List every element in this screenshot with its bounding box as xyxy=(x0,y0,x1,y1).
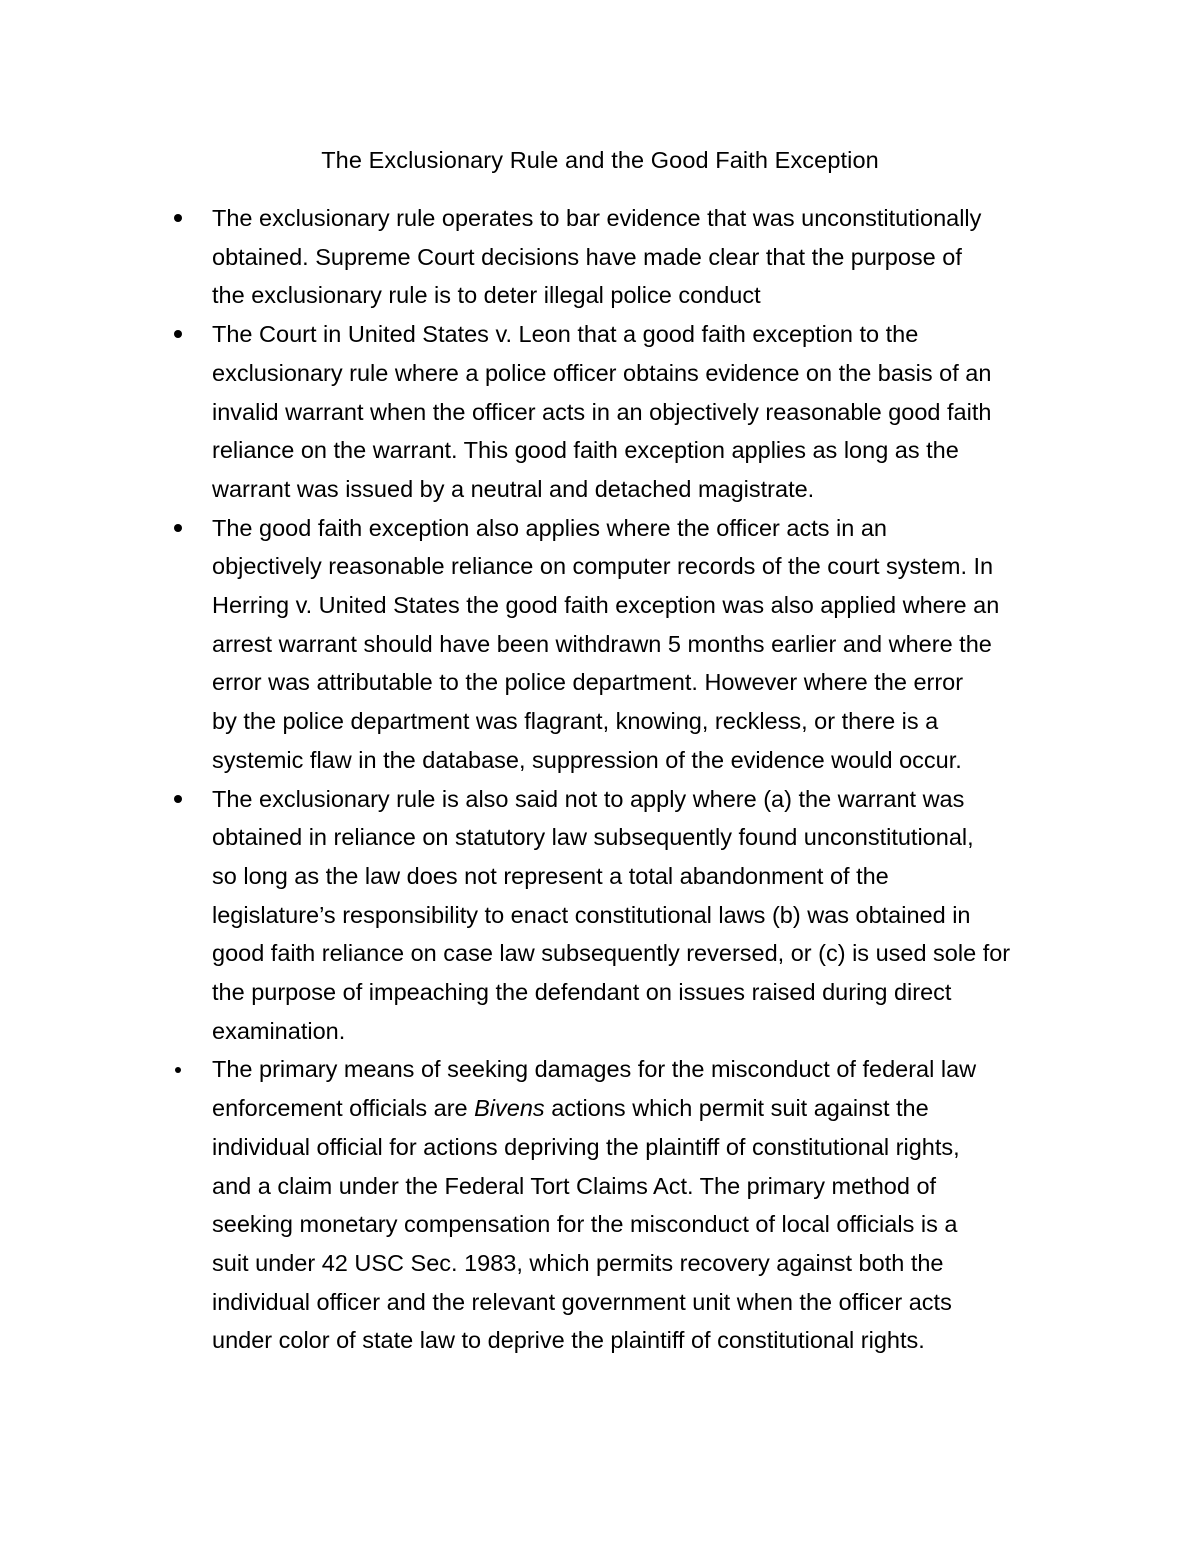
bullet-text-line: reliance on the warrant. This good faith exception applies as long as the xyxy=(212,437,959,464)
bullet-text-line: so long as the law does not represent a total abandonment of the xyxy=(212,862,889,889)
bullet-text-line: error was attributable to the police department. However where the error xyxy=(212,669,964,696)
bullet-text-line: systemic flaw in the database, suppression of the evidence would occur. xyxy=(212,746,962,773)
bullet-text-line: individual officer and the relevant government unit when the officer acts xyxy=(212,1288,952,1315)
bullet-text-line: under color of state law to deprive the plaintiff of constitutional rights. xyxy=(212,1327,925,1354)
bullet-text-line: objectively reasonable reliance on computer records of the court system. In xyxy=(212,553,994,580)
bullet-text-line: seeking monetary compensation for the misconduct of local officials is a xyxy=(212,1211,958,1238)
bullet-item-leon xyxy=(212,315,1092,509)
bullet-text-line: invalid warrant when the officer acts in an objectively reasonable good faith xyxy=(212,398,992,425)
document-title: The Exclusionary Rule and the Good Faith Exception xyxy=(321,147,879,173)
bullet-text-line: the exclusionary rule is to deter illegal police conduct xyxy=(212,282,761,309)
bullet-item-damages xyxy=(212,1050,1092,1360)
bullet-text-line: The good faith exception also applies where the officer acts in an xyxy=(212,514,887,541)
bullet-text-line: individual official for actions depriving the plaintiff of constitutional rights, xyxy=(212,1133,960,1160)
bullet-text-line: suit under 42 USC Sec. 1983, which permits recovery against both the xyxy=(212,1249,944,1276)
bullet-text-line xyxy=(212,1089,1092,1128)
bullet-item-herring xyxy=(212,509,1092,780)
bullet-text-line: The primary means of seeking damages for the misconduct of federal law xyxy=(212,1056,977,1083)
bullet-text-line: legislature’s responsibility to enact constitutional laws (b) was obtained in xyxy=(212,901,971,928)
bullet-list xyxy=(212,199,1092,1360)
bullet-text-line: the purpose of impeaching the defendant on issues raised during direct xyxy=(212,979,952,1006)
bullet-text-line: exclusionary rule where a police officer obtains evidence on the basis of an xyxy=(212,359,992,386)
bullet-text-line: arrest warrant should have been withdrawn 5 months earlier and where the xyxy=(212,630,992,657)
bullet-icon xyxy=(173,509,183,548)
bivens-italic-text: Bivens xyxy=(474,1095,545,1122)
bullet-text-line: examination. xyxy=(212,1017,346,1044)
bullet-text-line: good faith reliance on case law subsequently reversed, or (c) is used sole for xyxy=(212,940,1011,967)
bullet-icon xyxy=(173,1050,183,1089)
bullet-text-line: obtained in reliance on statutory law subsequently found unconstitutional, xyxy=(212,824,974,851)
bullet-text-line: warrant was issued by a neutral and detached magistrate. xyxy=(212,475,815,502)
bullet-text-line: Herring v. United States the good faith exception was also applied where an xyxy=(212,592,1000,619)
bullet-text-line: The exclusionary rule is also said not to apply where (a) the warrant was xyxy=(212,785,965,812)
bullet-text-line: obtained. Supreme Court decisions have made clear that the purpose of xyxy=(212,243,962,270)
bullet-text-segment: actions which permit suit against the xyxy=(544,1095,929,1122)
bullet-icon xyxy=(173,780,183,819)
bullet-text-segment: enforcement officials are xyxy=(212,1095,475,1122)
bullet-item-exclusionary-rule xyxy=(212,199,1092,315)
bullet-item-statutory-reliance xyxy=(212,780,1092,1051)
bullet-icon xyxy=(173,315,183,354)
bullet-text-line: by the police department was flagrant, knowing, reckless, or there is a xyxy=(212,708,939,735)
bullet-icon xyxy=(173,199,183,238)
bullet-text-line: The Court in United States v. Leon that a good faith exception to the xyxy=(212,321,919,348)
bullet-text-line: and a claim under the Federal Tort Claims Act. The primary method of xyxy=(212,1172,937,1199)
bullet-text-line: The exclusionary rule operates to bar evidence that was unconstitutionally xyxy=(212,205,982,231)
